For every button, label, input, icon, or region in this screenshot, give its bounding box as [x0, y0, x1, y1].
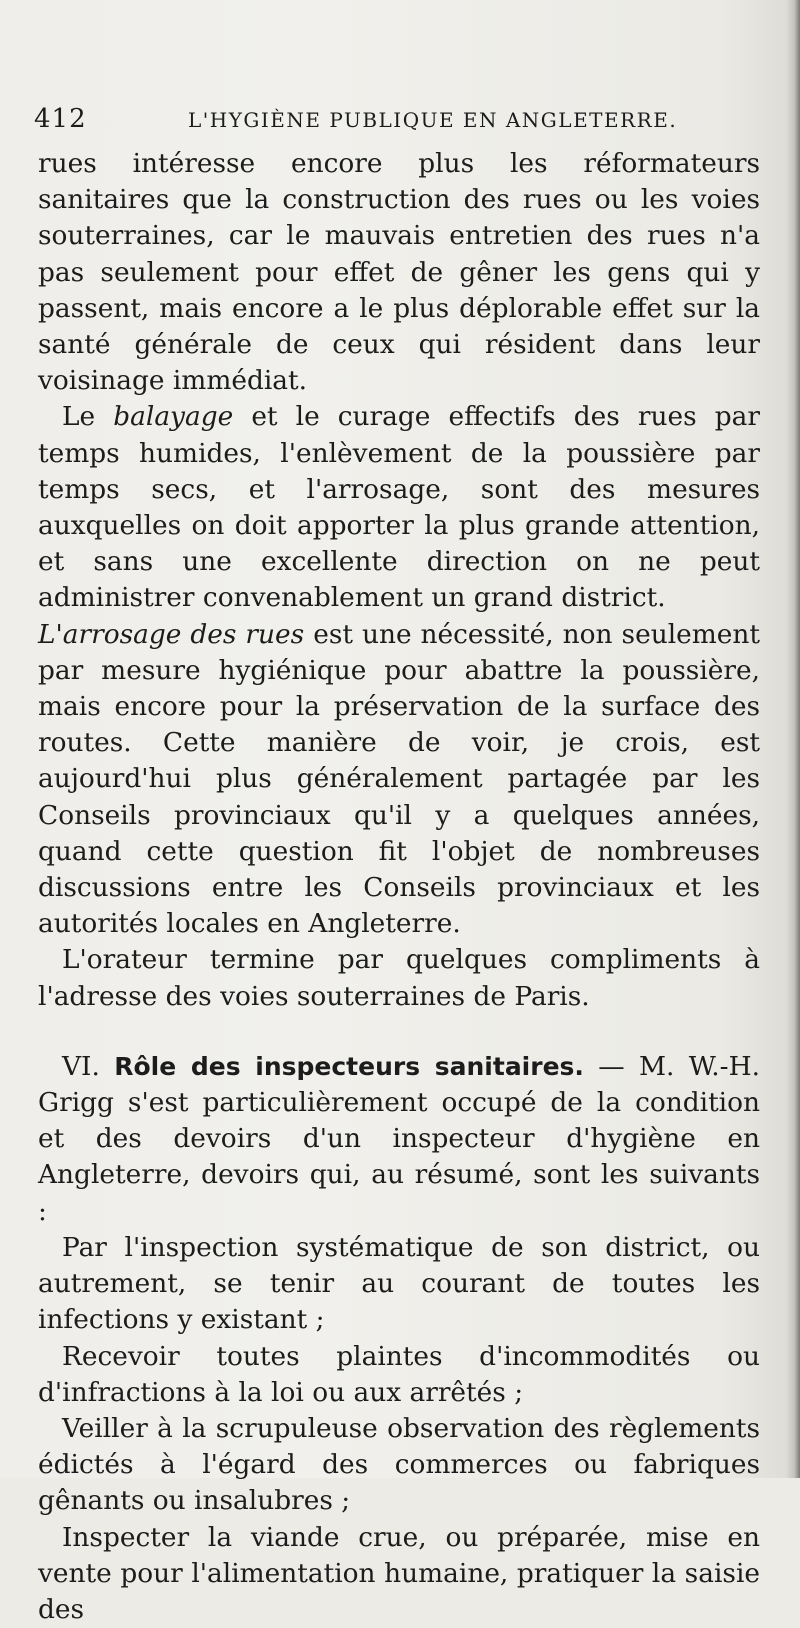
- section-numeral: VI.: [62, 1050, 115, 1082]
- paragraph-text: et le curage effectifs des rues par temps humides, l'enlèvement de la poussière par temps secs, et l'arrosage, sont des mesures auxquelles on doit apporter la plus grande attention, et sans une excellente direction on ne peut administrer convenablement un grand district.: [38, 401, 760, 614]
- paragraph-text: L'orateur termine par quelques compliments à l'adresse des voies souterraines de Paris.: [38, 944, 760, 1012]
- paragraph-text: est une nécessité, non seulement par mesure hygiénique pour abattre la poussière, mais encore pour la préservation de la surface des routes. Cette manière de voir, je crois, est aujourd'hui plus généralement partagée par les Conseils provinciaux qu'il y a quelques années, quand cette question fit l'objet de nombreuses discussions entre les Conseils provinciaux et les autorités locales en Angleterre.: [38, 618, 760, 940]
- paragraph-duty-meat: [38, 1520, 760, 1628]
- paragraph-duty-inspection: [38, 1230, 760, 1339]
- page-body: [38, 146, 760, 1628]
- running-title: L'HYGIÈNE PUBLIQUE EN ANGLETERRE.: [188, 108, 678, 132]
- italic-term: balayage: [113, 401, 234, 433]
- paragraph-duty-complaints: [38, 1339, 760, 1411]
- paragraph-watering: [38, 617, 760, 943]
- section-spacer: [38, 1015, 760, 1049]
- paragraph-street-maintenance: [38, 146, 760, 399]
- page-number: 412: [34, 104, 87, 134]
- paragraph-text: — M. W.-H. Grigg s'est particulièrement occupé de la condition et des devoirs d'un inspecteur d'hygiène en Angleterre, devoirs qui, au résumé, sont les suivants :: [38, 1050, 760, 1227]
- paragraph-conclusion: [38, 942, 760, 1014]
- paragraph-duty-regulations: [38, 1411, 760, 1520]
- paragraph-text: Le: [62, 401, 114, 433]
- paragraph-text: Recevoir toutes plaintes d'incommodités ou d'infractions à la loi ou aux arrêtés ;: [38, 1340, 760, 1408]
- paragraph-sweeping: [38, 399, 760, 616]
- section-vi: [38, 1049, 760, 1230]
- paragraph-text: Veiller à la scrupuleuse observation des règlements édictés à l'égard des commerces ou fabriques gênants ou insalubres ;: [38, 1412, 760, 1517]
- paragraph-text: Par l'inspection systématique de son district, ou autrement, se tenir au courant de toutes les infections y existant ;: [38, 1231, 760, 1336]
- section-heading: Rôle des inspecteurs sanitaires.: [114, 1051, 584, 1081]
- page-header: [34, 104, 754, 140]
- paragraph-text: Inspecter la viande crue, ou préparée, mise en vente pour l'alimentation humaine, pratiquer la saisie des: [38, 1521, 760, 1625]
- italic-term: L'arrosage des rues: [38, 618, 305, 650]
- paragraph-text: rues intéresse encore plus les réformateurs sanitaires que la construction des rues ou les voies souterraines, car le mauvais entretien des rues n'a pas seulement pour effet de gêner les gens qui y passent, mais encore a le plus déplorable effet sur la santé générale de ceux qui résident dans leur voisinage immédiat.: [38, 148, 760, 397]
- page-gutter-shadow: [786, 0, 800, 1478]
